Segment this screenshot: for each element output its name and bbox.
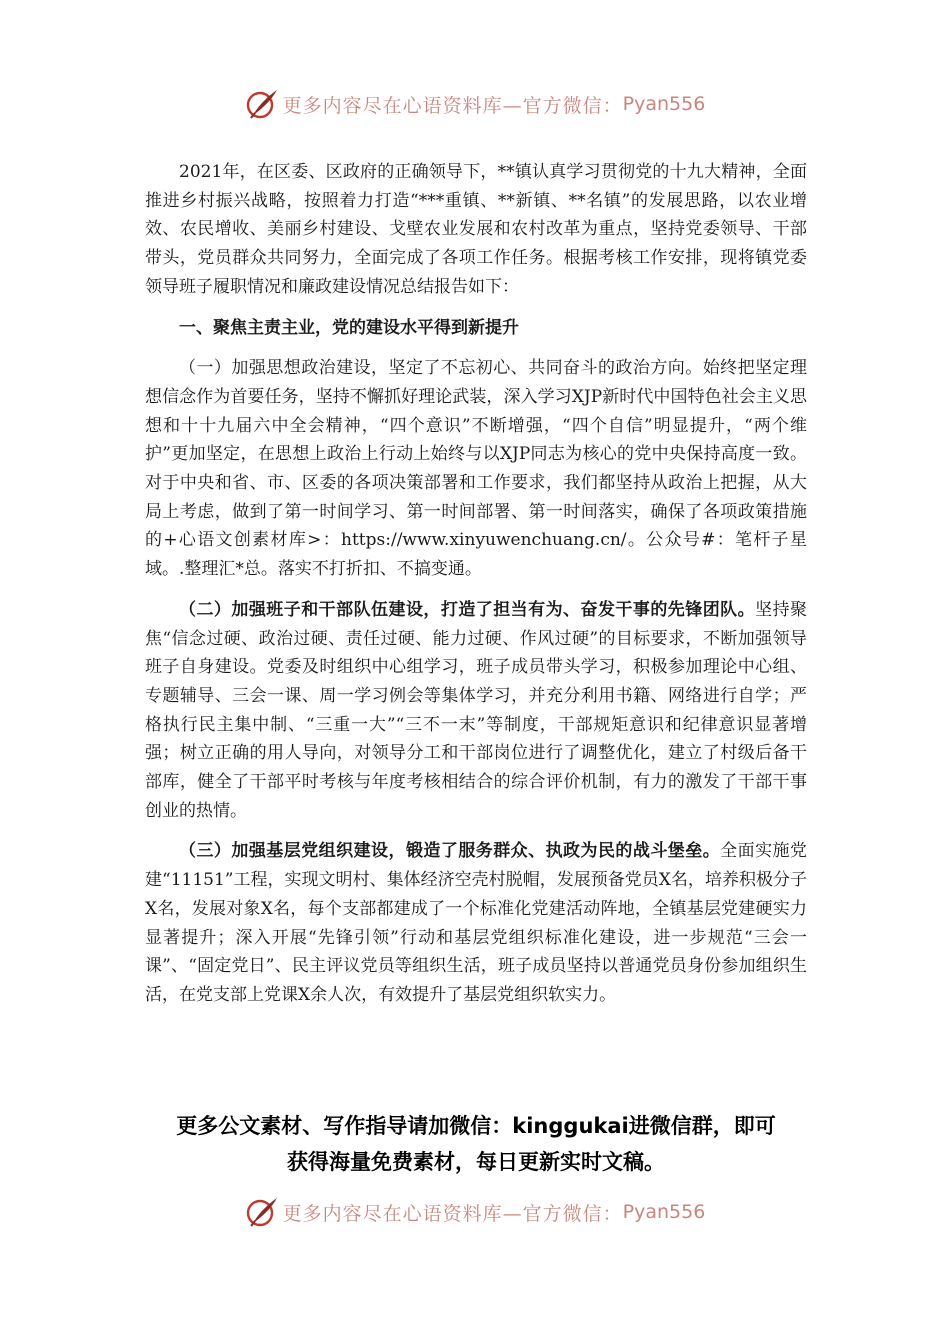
paragraph-3-text: 全面实施党建“11151”工程，实现文明村、集体经济空壳村脱帽，发展预备党员X名，培养积极分子X名，发展对象X名，每个支部都建成了一个标准化党建活动阵地，全镇基层党建硬实力显著提升；深入开展“先锋引领”行动和基层党组织标准化建设，进一步规范“三会一课”、“固定党日”、民主评议党员等组织生活，班子成员坚持以普通党员身份参加组织生活，在党支部上党课X余人次，有效提升了基层党组织软实力。	[145, 841, 808, 1005]
paragraph-2-text: 坚持聚焦“信念过硬、政治过硬、责任过硬、能力过硬、作风过硬”的目标要求，不断加强领导班子自身建设。党委及时组织中心组学习，班子成员带头学习，积极参加理论中心组、专题辅导、三会一课、周一学习例会等集体学习，并充分利用书籍、网络进行自学；严格执行民主集中制、“三重一大”“三不一末”等制度，干部规矩意识和纪律意识显著增强；树立正确的用人导向，对领导分工和干部岗位进行了调整优化，建立了村级后备干部库，健全了干部平时考核与年度考核相结合的综合评价机制，有力的激发了干部干事创业的热情。	[145, 599, 808, 821]
intro-paragraph: 2021年，在区委、区政府的正确领导下，**镇认真学习贯彻党的十九大精神，全面推进乡村振兴战略，按照着力打造“***重镇、**新镇、**名镇”的发展思路，以农业增效、农民增收、美丽乡村建设、戈壁农业发展和农村改革为重点，坚持党委领导、干部带头，党员群众共同努力，全面完成了各项工作任务。根据考核工作安排，现将镇党委领导班子履职情况和廉政建设情况总结报告如下：	[145, 162, 807, 297]
paragraph-2	[145, 596, 807, 826]
paragraph-3-title: （三）加强基层党组织建设，锻造了服务群众、执政为民的战斗堡垒。	[179, 841, 721, 862]
promo-line-2: 获得海量免费素材，每日更新实时文稿。	[287, 1150, 665, 1174]
banner-text: 更多内容尽在心语资料库—官方微信：	[282, 94, 623, 117]
paragraph-1: （一）加强思想政治建设，坚定了不忘初心、共同奋斗的政治方向。始终把坚定理想信念作为首要任务，坚持不懈抓好理论武装，深入学习XJP新时代中国特色社会主义思想和十十九届六中全会精神，“四个意识”不断增强，“四个自信”明显提升，“两个维护”更加坚定，在思想上政治上行动上始终与以XJP同志为核心的党中央保持高度一致。对于中央和省、市、区委的各项决策部署和工作要求，我们都坚持从政治上把握，从大局上考虑，做到了第一时间学习、第一时间部署、第一时间落实，确保了各项政策措施的+心语文创素材库>：https://www.xinyuwenchuang.cn/。公众号#：笔杆子星域。.整理汇*总。落实不打折扣、不搞变通。	[145, 358, 807, 580]
section-heading-1: 一、聚焦主责主业，党的建设水平得到新提升	[179, 317, 519, 338]
promo-note	[145, 1108, 807, 1180]
paragraph-3	[145, 837, 807, 1009]
footer-banner	[0, 1190, 950, 1234]
promo-line-1: 更多公文素材、写作指导请加微信：kinggukai进微信群，即可	[176, 1114, 776, 1138]
document-body	[145, 158, 807, 1010]
banner-wechat-id: Pyan556	[622, 93, 706, 115]
banner-text: 更多内容尽在心语资料库—官方微信：	[282, 1202, 623, 1225]
quill-logo-icon	[245, 1195, 279, 1229]
header-banner	[0, 82, 950, 126]
banner-wechat-id: Pyan556	[622, 1201, 706, 1223]
quill-logo-icon	[245, 87, 279, 121]
paragraph-2-title: （二）加强班子和干部队伍建设，打造了担当有为、奋发干事的先锋团队。	[179, 599, 756, 620]
